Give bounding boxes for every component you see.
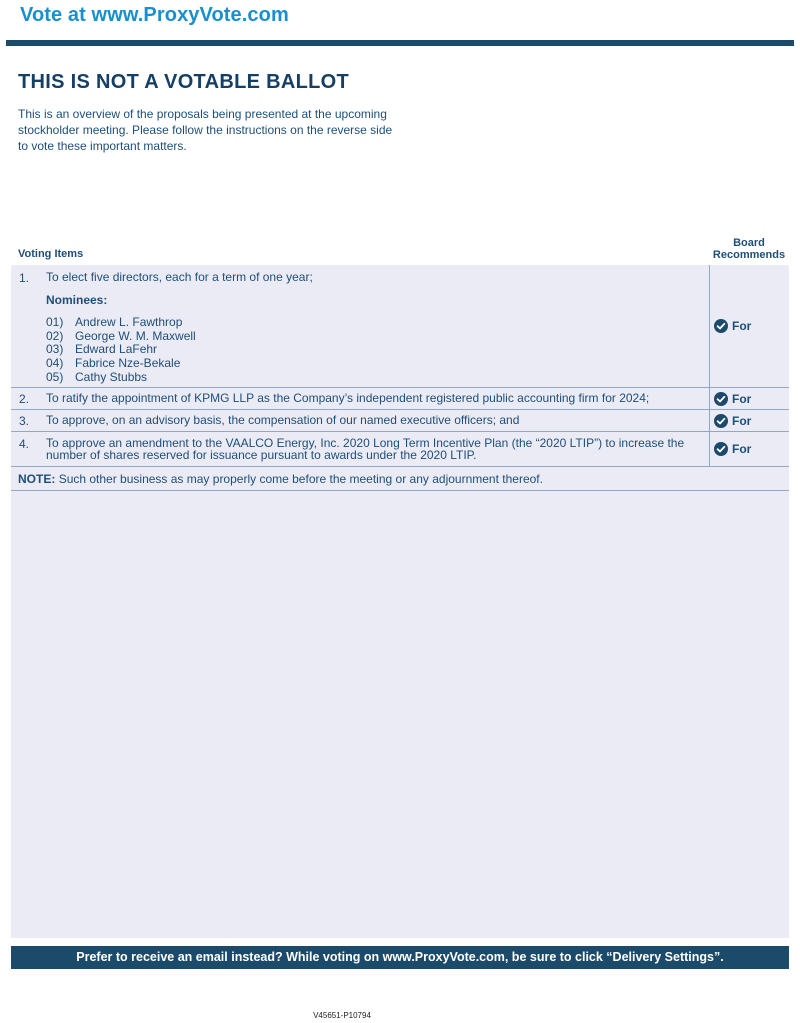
- nominee-number: 02): [46, 329, 64, 343]
- board-heading-line1: Board: [733, 237, 765, 249]
- note-label: NOTE:: [18, 472, 56, 486]
- voting-item-1: [11, 265, 789, 388]
- recommendation-label: For: [732, 319, 752, 333]
- nominee-name: Fabrice Nze-Bekale: [75, 356, 181, 370]
- recommendation-label: For: [732, 442, 752, 456]
- voting-item-4: [11, 432, 789, 467]
- item-number: 1.: [19, 271, 30, 285]
- board-heading-line2: Recommends: [712, 249, 786, 261]
- nominee-item: [46, 315, 182, 329]
- nominee-name: George W. M. Maxwell: [75, 329, 196, 343]
- note-text: Such other business as may properly come before the meeting or any adjournment thereof.: [58, 472, 543, 486]
- nominee-number: 03): [46, 342, 64, 356]
- note: [11, 467, 789, 491]
- board-recommends-heading: [706, 237, 792, 261]
- page-title: THIS IS NOT A VOTABLE BALLOT: [18, 71, 349, 93]
- item-text: To elect five directors, each for a term of one year;: [46, 270, 313, 284]
- item-text: To approve an amendment to the VAALCO Energy, Inc. 2020 Long Term Incentive Plan (the “2020 LTIP”) to increase the number of shares reserved for issuance pursuant to awards under the 2020 LTIP.: [46, 436, 685, 462]
- document-code: V45651-P10794: [313, 1011, 371, 1020]
- nominee-number: 04): [46, 356, 64, 370]
- board-recommendation: [709, 265, 789, 387]
- recommendation-label: For: [732, 391, 752, 406]
- check-circle-icon: [714, 442, 728, 456]
- recommendation-label: For: [732, 413, 752, 428]
- board-recommendation: [709, 388, 789, 409]
- item-number: 2.: [19, 392, 30, 406]
- nominee-item: [46, 370, 147, 384]
- board-recommendation: [709, 410, 789, 431]
- item-text: To ratify the appointment of KPMG LLP as the Company’s independent registered public accounting firm for 2024;: [46, 391, 650, 405]
- voting-item-3: [11, 410, 789, 432]
- nominee-name: Andrew L. Fawthrop: [75, 315, 183, 329]
- intro-text: This is an overview of the proposals being presented at the upcoming stockholder meeting. Please follow the instructions on the reverse side to vote these important matters.: [18, 107, 393, 153]
- nominees-heading: Nominees:: [46, 293, 108, 307]
- item-number: 4.: [19, 437, 30, 451]
- board-recommendation: [709, 432, 789, 466]
- check-circle-icon: [714, 392, 728, 406]
- item-text: To approve, on an advisory basis, the compensation of our named executive officers; and: [46, 413, 520, 427]
- item-number: 3.: [19, 414, 30, 428]
- check-circle-icon: [714, 319, 728, 333]
- proxyvote-link[interactable]: Vote at www.ProxyVote.com: [20, 4, 289, 26]
- voting-item-2: [11, 388, 789, 410]
- nominee-item: [46, 342, 157, 356]
- nominee-name: Cathy Stubbs: [75, 370, 148, 384]
- nominee-number: 01): [46, 315, 64, 329]
- voting-items-heading: Voting Items: [18, 248, 84, 260]
- nominee-item: [46, 356, 180, 370]
- nominee-name: Edward LaFehr: [75, 342, 158, 356]
- header-divider: [6, 40, 794, 46]
- nominee-number: 05): [46, 370, 64, 384]
- delivery-settings-banner: Prefer to receive an email instead? While voting on www.ProxyVote.com, be sure to click “Delivery Settings”.: [11, 946, 789, 969]
- check-circle-icon: [714, 414, 728, 428]
- nominee-item: [46, 329, 196, 343]
